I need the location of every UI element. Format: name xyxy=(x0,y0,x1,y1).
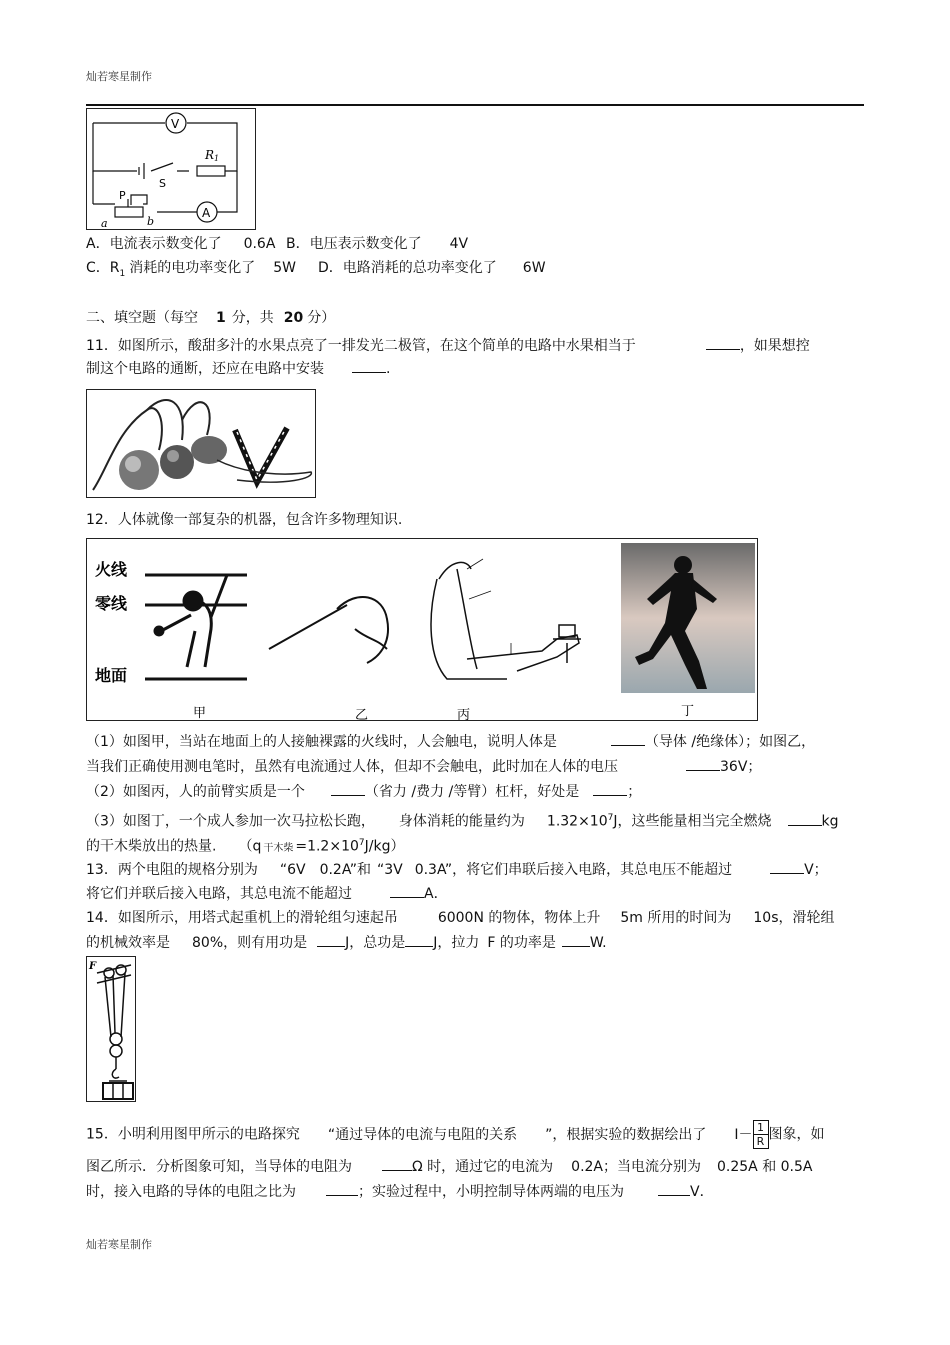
label-lingxian: 零线 xyxy=(95,594,128,613)
force-f-label: F xyxy=(89,961,97,972)
q11-line1: 11．如图所示，酸甜多汁的水果点亮了一排发光二极管，在这个简单的电路中水果相当于 ，如果想控 xyxy=(86,335,810,356)
circuit-diagram xyxy=(87,109,255,229)
q13-line1: 13．两个电阻的规格分别为 “6V 0.2A”和 “3V 0.3A”，将它们串联后接入电路，其总电压不能超过 V； xyxy=(86,859,828,880)
fruit-battery-figure xyxy=(86,389,316,498)
q13-line2: 将它们并联后接入电路，其总电流不能超过 A． xyxy=(86,883,448,904)
q12-blank2[interactable] xyxy=(686,756,720,771)
q11-blank1[interactable] xyxy=(706,335,740,350)
ammeter-label: A xyxy=(202,206,211,220)
q15-blank3[interactable] xyxy=(658,1181,690,1196)
q15-blank2[interactable] xyxy=(326,1181,358,1196)
q14-line2: 的机械效率是 80%，则有用功是 J，总功是 J，拉力 F 的功率是 W. xyxy=(86,932,607,953)
crane-pulley-figure xyxy=(86,956,136,1102)
q15-line3: 时，接入电路的导体的电阻之比为 ；实验过程中，小明控制导体两端的电压为 V． xyxy=(86,1181,714,1202)
q12-stem: 12．人体就像一部复杂的机器，包含许多物理知识. xyxy=(86,512,403,528)
section-title: 二、填空题（每空 1 分，共 20 分） xyxy=(86,310,336,326)
q11-line2: 制这个电路的通断，还应在电路中安装 . xyxy=(86,358,390,379)
fruit-battery-image xyxy=(87,390,315,497)
q14-line1: 14．如图所示，用塔式起重机上的滑轮组匀速起吊 6000N 的物体，物体上升 5m 所用的时间为 10s，滑轮组 xyxy=(86,910,835,926)
pulley-diagram xyxy=(87,957,135,1101)
r1-label: R1 xyxy=(205,148,220,163)
header-rule xyxy=(86,104,864,106)
q13-blank1[interactable] xyxy=(770,859,804,874)
q12-blank5[interactable] xyxy=(788,811,822,826)
q12-blank3[interactable] xyxy=(331,781,365,796)
end-a-label: a xyxy=(101,217,108,229)
label-dimian: 地面 xyxy=(95,666,128,685)
q15-line1: 15．小明利用图甲所示的电路探究 “通过导体的电流与电阻的关系 ”，根据实验的数据绘出了 I－ $\frac{1}{R}$ 图象，如 xyxy=(86,1121,825,1148)
label-ding: 丁 xyxy=(681,704,695,719)
human-body-figure xyxy=(86,538,758,721)
q14-blank3[interactable] xyxy=(562,932,590,947)
q15-blank1[interactable] xyxy=(382,1156,412,1171)
q12-p1: （1）如图甲，当站在地面上的人接触裸露的火线时，人会触电，说明人体是 （导体 /绝缘体）；如图乙， xyxy=(86,731,815,752)
option-c: C．$R_1$ 消耗的电功率变化了 5W xyxy=(86,260,296,279)
page-footer: 灿若寒星制作 xyxy=(86,1238,152,1251)
q15-line2: 图乙所示．分析图象可知，当导体的电阻为 Ω 时，通过它的电流为 0.2A；当电流分别为 0.25A 和 0.5A xyxy=(86,1156,813,1177)
q13-blank2[interactable] xyxy=(390,883,424,898)
slider-label: P xyxy=(119,189,126,202)
q11-blank2[interactable] xyxy=(352,358,386,373)
circuit-figure xyxy=(86,108,256,230)
voltmeter-label: V xyxy=(171,117,180,131)
q14-blank2[interactable] xyxy=(405,932,433,947)
q14-blank1[interactable] xyxy=(317,932,345,947)
option-d: D．电路消耗的总功率变化了 6W xyxy=(318,260,546,276)
q12-p3: （2）如图丙，人的前臂实质是一个 （省力 /费力 /等臂）杠杆，好处是 ； xyxy=(86,781,641,802)
q12-p2: 当我们正确使用测电笔时，虽然有电流通过人体，但却不会触电，此时加在人体的电压 36V； xyxy=(86,756,761,777)
option-b: B．电压表示数变化了 4V xyxy=(286,236,469,252)
q12-blank1[interactable] xyxy=(611,731,645,746)
human-body-panels xyxy=(87,539,757,720)
q12-p5: 的干木柴放出的热量. （q 干木柴 $=1.2\times 10^7J/kg$） xyxy=(86,838,405,855)
label-jia: 甲 xyxy=(193,706,207,720)
label-bing: 丙 xyxy=(457,708,471,720)
end-b-label: b xyxy=(147,215,155,228)
label-huoxian: 火线 xyxy=(95,560,128,579)
inverse-r-fraction: $\frac{1}{R}$ xyxy=(753,1120,769,1149)
q12-p4: （3）如图丁，一个成人参加一次马拉松长跑， 身体消耗的能量约为 $1.32\times 10^7J$，这些能量相当完全燃烧 kg xyxy=(86,808,839,832)
switch-label: S xyxy=(159,177,166,190)
option-a: A．电流表示数变化了 0.6A xyxy=(86,236,276,252)
q12-blank4[interactable] xyxy=(593,781,627,796)
label-yi: 乙 xyxy=(355,708,369,720)
page-header: 灿若寒星制作 xyxy=(86,70,152,83)
